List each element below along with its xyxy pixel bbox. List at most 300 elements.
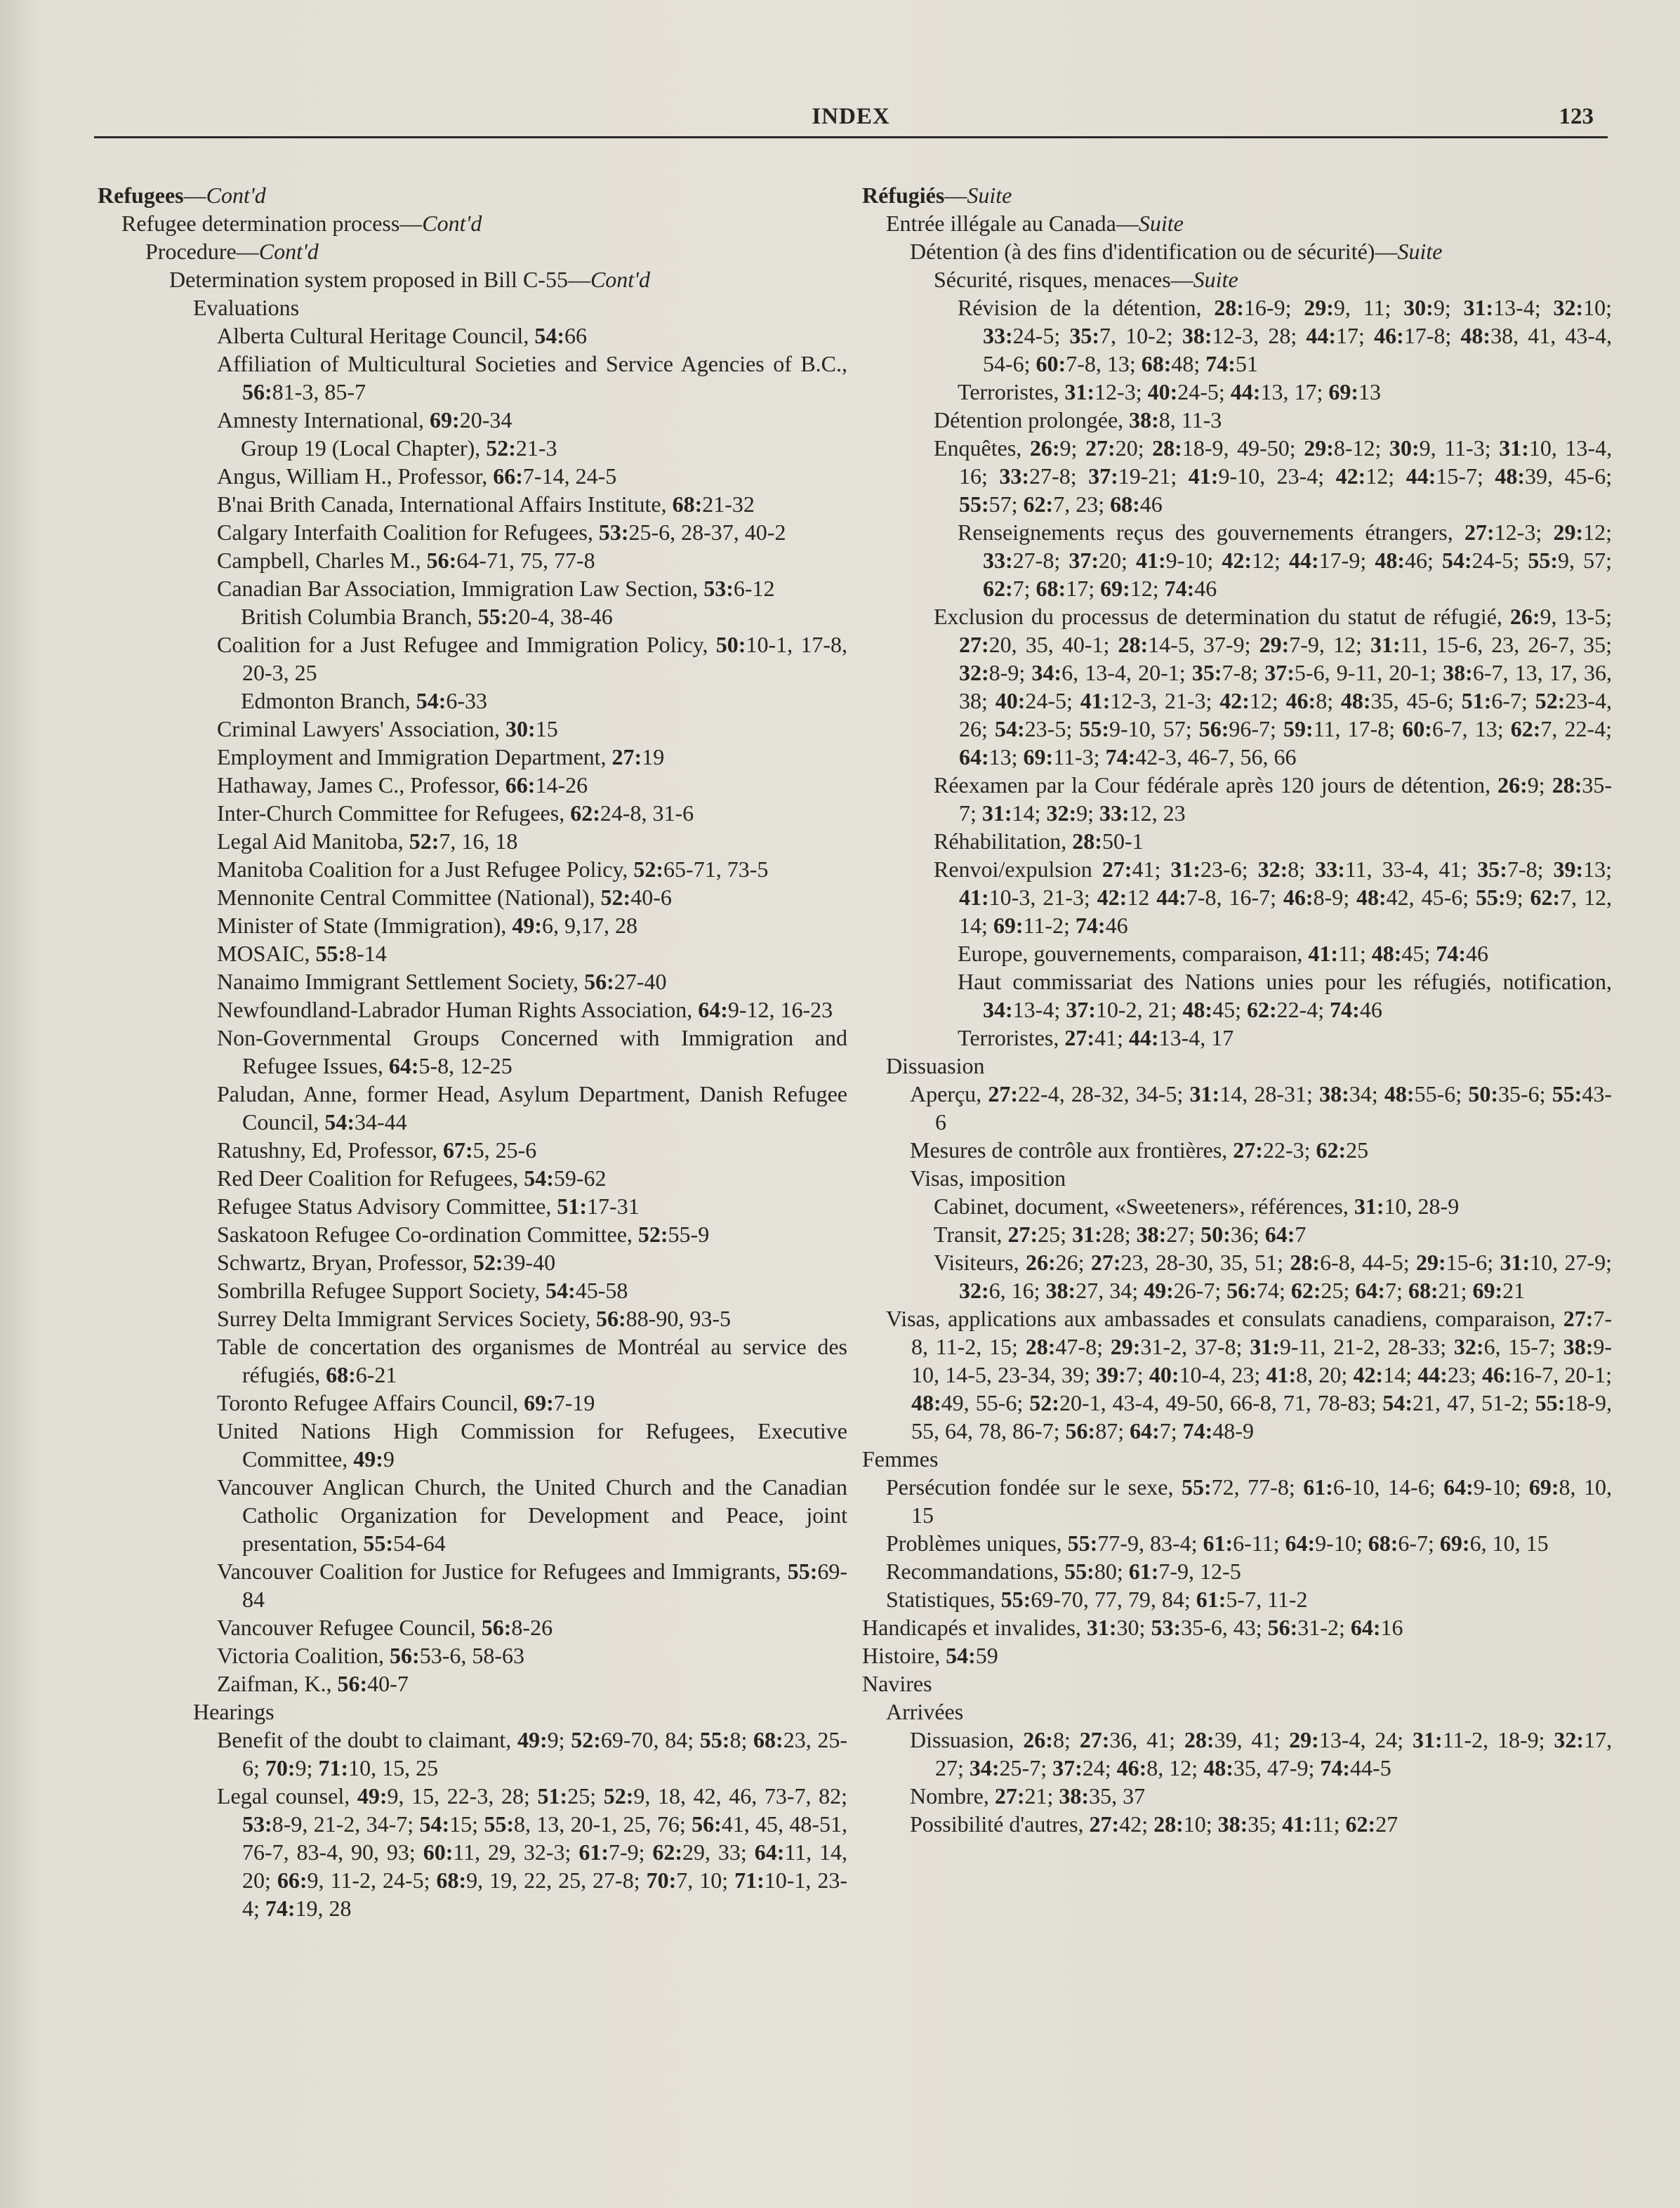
- entry-text: 23, 28-30, 35, 51;: [1120, 1250, 1290, 1275]
- entry-text: 27;: [1166, 1222, 1201, 1247]
- issue-number: 62:: [652, 1839, 683, 1865]
- entry-text: 72, 77-8;: [1211, 1474, 1304, 1500]
- issue-number: 32:: [1553, 295, 1584, 320]
- issue-number: 53:: [598, 520, 629, 545]
- entry-text: Handicapés et invalides,: [862, 1615, 1087, 1640]
- issue-number: 31:: [1189, 1081, 1220, 1106]
- entry-text: 12-3;: [1094, 379, 1148, 404]
- issue-number: 30:: [1403, 295, 1434, 320]
- entry-text: Legal Aid Manitoba,: [217, 828, 409, 854]
- issue-number: 56:: [1065, 1418, 1096, 1443]
- issue-number: 49:: [353, 1446, 383, 1472]
- entry-text: Mesures de contrôle aux frontières,: [910, 1137, 1233, 1163]
- entry-text: 20-1, 43-4, 49-50, 66-8, 71, 78-83;: [1059, 1390, 1383, 1415]
- issue-number: 44:: [1128, 1025, 1159, 1050]
- entry-text: 7, 16, 18: [439, 828, 518, 854]
- index-entry: [98, 518, 847, 546]
- entry-text: 34-44: [354, 1109, 407, 1135]
- entry-text: 55-6;: [1414, 1081, 1469, 1106]
- entry-text: 47-8;: [1055, 1334, 1111, 1359]
- entry-text: Employment and Immigration Department,: [217, 744, 612, 769]
- issue-number: 29:: [1304, 435, 1334, 461]
- issue-number: 60:: [1036, 351, 1066, 376]
- entry-text: Réexamen par la Cour fédérale après 120 jours de détention,: [934, 772, 1498, 798]
- index-entry: [98, 939, 847, 967]
- issue-number: 55:: [1079, 716, 1109, 741]
- entry-text: Révision de la détention,: [958, 295, 1215, 320]
- index-entry: [98, 1698, 847, 1726]
- entry-text: 10-1, 23-4;: [242, 1867, 848, 1921]
- issue-number: 55:: [1535, 1390, 1566, 1415]
- entry-text: 17, 27;: [935, 1727, 1613, 1780]
- entry-text: 5-8, 12-25: [418, 1053, 512, 1078]
- entry-text: 46: [1139, 491, 1163, 517]
- entry-text: 50-1: [1102, 828, 1144, 854]
- issue-number: 38:: [1319, 1081, 1349, 1106]
- issue-number: 68:: [1036, 576, 1066, 601]
- entry-text: 27: [1375, 1811, 1398, 1837]
- entry-text: 6-33: [446, 688, 488, 713]
- issue-number: 37:: [1088, 463, 1118, 489]
- continuation-label: Cont'd: [206, 183, 266, 208]
- entry-text: 8-14: [345, 941, 387, 966]
- entry-text: Manitoba Coalition for a Just Refugee Policy,: [217, 857, 634, 882]
- index-entry: [862, 967, 1612, 1024]
- entry-text: 11-2, 18-9;: [1442, 1727, 1554, 1752]
- entry-text: 7;: [1012, 576, 1036, 601]
- entry-text: 87;: [1095, 1418, 1130, 1443]
- issue-number: 28:: [1290, 1250, 1321, 1275]
- entry-text: Réhabilitation,: [934, 828, 1073, 854]
- entry-text: Hathaway, James C., Professor,: [217, 772, 505, 798]
- entry-text: 12;: [1251, 548, 1289, 573]
- issue-number: 55:: [1552, 1081, 1582, 1106]
- index-entry: [862, 1529, 1612, 1557]
- issue-number: 74:: [1330, 997, 1360, 1022]
- entry-text: 7;: [1159, 1418, 1183, 1443]
- entry-text: 12-3, 28;: [1212, 323, 1307, 348]
- issue-number: 56:: [481, 1615, 512, 1640]
- entry-text: 12;: [1249, 688, 1286, 713]
- entry-text: Group 19 (Local Chapter),: [241, 435, 487, 461]
- issue-number: 68:: [672, 491, 703, 517]
- issue-number: 56:: [426, 548, 457, 573]
- issue-number: 33:: [1099, 800, 1130, 826]
- issue-number: 31:: [1354, 1194, 1384, 1219]
- issue-number: 31:: [1500, 1250, 1530, 1275]
- entry-text: 7, 23;: [1053, 491, 1111, 517]
- entry-text: 14-5, 37-9;: [1148, 632, 1259, 657]
- entry-text: 55-9: [668, 1222, 710, 1247]
- issue-number: 39:: [1553, 857, 1584, 882]
- issue-number: 68:: [1408, 1278, 1438, 1303]
- issue-number: 33:: [1315, 857, 1345, 882]
- entry-text: Renseignements reçus des gouvernements étrangers,: [958, 520, 1464, 545]
- entry-text: 20-34: [459, 407, 512, 432]
- issue-number: 44:: [1289, 548, 1319, 573]
- issue-number: 32:: [1453, 1334, 1484, 1359]
- index-entry: [98, 350, 847, 406]
- entry-text: 49, 55-6;: [941, 1390, 1030, 1415]
- issue-number: 46:: [1481, 1362, 1512, 1387]
- entry-text: 17-9;: [1318, 548, 1375, 573]
- entry-text: 11, 14, 20;: [242, 1839, 848, 1893]
- index-entry: [862, 209, 1612, 237]
- entry-text: 11, 29, 32-3;: [453, 1839, 579, 1865]
- issue-number: 32:: [1554, 1727, 1585, 1752]
- entry-text: Terroristes,: [958, 379, 1065, 404]
- entry-text: 9-10, 23-4;: [1218, 463, 1336, 489]
- issue-number: 64:: [1285, 1531, 1316, 1556]
- index-entry: [862, 1613, 1612, 1641]
- entry-text: Refugee Status Advisory Committee,: [217, 1194, 557, 1219]
- issue-number: 55:: [1476, 885, 1506, 910]
- entry-text: Recommandations,: [886, 1559, 1065, 1584]
- index-entry: [98, 743, 847, 771]
- index-entry: [98, 1164, 847, 1192]
- issue-number: 56:: [1226, 1278, 1257, 1303]
- entry-text: 23-4, 26;: [959, 688, 1613, 741]
- issue-number: 32:: [959, 1278, 989, 1303]
- entry-text: 35, 37: [1089, 1783, 1146, 1809]
- entry-text: 6, 10, 15: [1469, 1531, 1549, 1556]
- entry-text: Arrivées: [886, 1699, 964, 1724]
- entry-text: Paludan, Anne, former Head, Asylum Department, Danish Refugee Council,: [217, 1081, 847, 1135]
- issue-number: 31:: [1463, 295, 1494, 320]
- index-entry: [862, 1473, 1612, 1529]
- issue-number: 62:: [983, 576, 1013, 601]
- index-entry: [98, 996, 847, 1024]
- issue-number: 69:: [993, 913, 1024, 938]
- entry-text: 10, 28-9: [1384, 1194, 1460, 1219]
- issue-number: 52:: [409, 828, 439, 854]
- issue-number: 66:: [493, 463, 523, 489]
- issue-number: 38:: [1563, 1334, 1594, 1359]
- index-entry: [98, 546, 847, 574]
- entry-text: Persécution fondée sur le sexe,: [886, 1474, 1182, 1500]
- entry-text: 54-64: [393, 1531, 446, 1556]
- index-entry: [98, 827, 847, 855]
- issue-number: 49:: [1144, 1278, 1174, 1303]
- issue-number: 28:: [1153, 1811, 1184, 1837]
- entry-text: 11, 15-6, 23, 26-7, 35;: [1400, 632, 1613, 657]
- index-entry: [98, 1670, 847, 1698]
- entry-text: 21;: [1024, 1783, 1059, 1809]
- issue-number: 44:: [1306, 323, 1337, 348]
- entry-text: Vancouver Coalition for Justice for Refugees and Immigrants,: [217, 1559, 788, 1584]
- entry-text: 10, 15, 25: [348, 1755, 439, 1780]
- entry-text: 8;: [1052, 1727, 1080, 1752]
- entry-text: 7: [1295, 1222, 1307, 1247]
- entry-text: 8;: [1316, 688, 1341, 713]
- issue-number: 42:: [1097, 885, 1127, 910]
- entry-text: 59-62: [553, 1165, 607, 1191]
- issue-number: 74:: [1436, 941, 1466, 966]
- entry-text: 6-8, 44-5;: [1320, 1250, 1416, 1275]
- issue-number: 56:: [692, 1811, 722, 1837]
- entry-text: 44-5: [1350, 1755, 1391, 1780]
- issue-number: 61:: [1196, 1587, 1226, 1612]
- index-entry: [98, 1726, 847, 1782]
- issue-number: 42:: [1219, 688, 1250, 713]
- entry-text: Vancouver Anglican Church, the United Church and the Canadian Catholic Organization for Development and Peace, joint presentation,: [217, 1474, 847, 1556]
- entry-text: 23;: [1447, 1362, 1482, 1387]
- entry-text: 48;: [1171, 351, 1206, 376]
- issue-number: 62:: [1530, 885, 1561, 910]
- entry-text: Terroristes,: [958, 1025, 1065, 1050]
- entry-text: 13-4, 24;: [1318, 1727, 1413, 1752]
- index-entry: [98, 1220, 847, 1248]
- issue-number: 46:: [1285, 688, 1316, 713]
- issue-number: 27:: [988, 1081, 1019, 1106]
- index-entry: [98, 1557, 847, 1613]
- entry-text: Détention (à des fins d'identification ou de sécurité)—: [910, 239, 1398, 264]
- issue-number: 54:: [1442, 548, 1472, 573]
- issue-number: 48:: [1384, 1081, 1415, 1106]
- entry-text: 7, 10-2;: [1099, 323, 1182, 348]
- entry-text: —: [183, 183, 206, 208]
- issue-number: 55:: [959, 491, 989, 517]
- entry-text: 24-8, 31-6: [600, 800, 694, 826]
- issue-number: 62:: [570, 800, 600, 826]
- entry-text: 20;: [1098, 548, 1136, 573]
- entry-text: 36;: [1230, 1222, 1265, 1247]
- index-entry: [862, 1641, 1612, 1670]
- entry-text: 14;: [1383, 1362, 1418, 1387]
- entry-text: 12-3;: [1494, 520, 1554, 545]
- issue-number: 49:: [517, 1727, 548, 1752]
- issue-number: 28:: [1118, 632, 1149, 657]
- entry-text: 23-5;: [1024, 716, 1080, 741]
- entry-text: 7-8, 11-2, 15;: [911, 1306, 1612, 1359]
- index-entry: [862, 827, 1612, 855]
- index-entry: [862, 1782, 1612, 1810]
- entry-text: Problèmes uniques,: [886, 1531, 1068, 1556]
- entry-text: 69-84: [242, 1559, 847, 1612]
- continuation-label: Cont'd: [422, 211, 482, 236]
- issue-number: 64:: [1443, 1474, 1474, 1500]
- entry-text: 15;: [449, 1811, 484, 1837]
- entry-text: 26-7;: [1173, 1278, 1227, 1303]
- entry-text: 9-10;: [1165, 548, 1222, 573]
- entry-text: 10;: [1583, 295, 1613, 320]
- index-entry: [98, 462, 847, 490]
- entry-text: 10, 27-9;: [1530, 1250, 1613, 1275]
- entry-text: 7-9, 12-5: [1158, 1559, 1241, 1584]
- issue-number: 55:: [1067, 1531, 1098, 1556]
- issue-number: 69:: [1100, 576, 1130, 601]
- entry-text: 13;: [1583, 857, 1613, 882]
- issue-number: 52:: [603, 1783, 634, 1809]
- index-entry: [98, 799, 847, 827]
- entry-text: 9-10, 57;: [1109, 716, 1199, 741]
- entry-text: Canadian Bar Association, Immigration Law Section,: [217, 576, 704, 601]
- issue-number: 49:: [357, 1783, 388, 1809]
- issue-number: 55:: [787, 1559, 818, 1584]
- issue-number: 48:: [1495, 463, 1526, 489]
- entry-text: 8, 20;: [1296, 1362, 1354, 1387]
- index-entry: [862, 1585, 1612, 1613]
- issue-number: 62:: [1510, 716, 1541, 741]
- issue-number: 32:: [959, 660, 989, 685]
- issue-number: 69:: [1023, 744, 1054, 769]
- issue-number: 66:: [505, 772, 536, 798]
- entry-text: 23-6;: [1201, 857, 1258, 882]
- entry-text: 9, 15, 22-3, 28;: [387, 1783, 538, 1809]
- issue-number: 61:: [1303, 1474, 1333, 1500]
- issue-number: 53:: [1151, 1615, 1182, 1640]
- entry-text: 24;: [1082, 1755, 1117, 1780]
- issue-number: 32:: [1046, 800, 1077, 826]
- issue-number: 42:: [1335, 463, 1366, 489]
- issue-number: 35:: [1069, 323, 1100, 348]
- index-entry: [98, 434, 847, 462]
- entry-text: 7-8;: [1507, 857, 1554, 882]
- entry-text: Statistiques,: [886, 1587, 1001, 1612]
- entry-text: 11, 33-4, 41;: [1344, 857, 1478, 882]
- entry-text: 9;: [1527, 772, 1552, 798]
- issue-number: 52:: [1535, 688, 1566, 713]
- issue-number: 46:: [1374, 323, 1404, 348]
- entry-text: 45;: [1212, 997, 1247, 1022]
- index-entry: [98, 1304, 847, 1333]
- issue-number: 64:: [754, 1839, 785, 1865]
- issue-number: 26:: [1025, 1250, 1056, 1275]
- index-entry: [862, 1192, 1612, 1220]
- issue-number: 41:: [1282, 1811, 1312, 1837]
- entry-text: 13, 17;: [1260, 379, 1329, 404]
- entry-text: 9;: [1433, 295, 1464, 320]
- entry-text: 53-6, 58-63: [419, 1643, 524, 1668]
- issue-number: 70:: [265, 1755, 296, 1780]
- entry-text: 8-9, 21-2, 34-7;: [272, 1811, 420, 1837]
- entry-text: 24-5;: [1025, 688, 1080, 713]
- issue-number: 48:: [1356, 885, 1387, 910]
- issue-number: 54:: [1382, 1390, 1413, 1415]
- issue-number: 33:: [983, 323, 1013, 348]
- issue-number: 66:: [277, 1867, 307, 1893]
- entry-text: Aperçu,: [910, 1081, 988, 1106]
- entry-text: Victoria Coalition,: [217, 1643, 390, 1668]
- issue-number: 28:: [1152, 435, 1182, 461]
- entry-text: 22-4, 28-32, 34-5;: [1018, 1081, 1190, 1106]
- entry-text: Visas, applications aux ambassades et consulats canadiens, comparaison,: [886, 1306, 1563, 1331]
- entry-text: Visiteurs,: [934, 1250, 1026, 1275]
- entry-text: 9;: [1505, 885, 1530, 910]
- entry-text: 34;: [1349, 1081, 1384, 1106]
- issue-number: 48:: [1182, 997, 1213, 1022]
- entry-text: Sécurité, risques, menaces—: [934, 267, 1193, 292]
- entry-text: 7, 22-4;: [1540, 716, 1613, 741]
- entry-text: 22-3;: [1262, 1137, 1316, 1163]
- entry-text: 24-5;: [1471, 548, 1528, 573]
- entry-text: Procedure—: [145, 239, 259, 264]
- issue-number: 54:: [995, 716, 1025, 741]
- entry-text: Criminal Lawyers' Association,: [217, 716, 506, 741]
- issue-number: 74:: [1320, 1755, 1351, 1780]
- entry-text: Legal counsel,: [217, 1783, 357, 1809]
- index-entry: [862, 1726, 1612, 1782]
- entry-text: Europe, gouvernements, comparaison,: [958, 941, 1309, 966]
- entry-text: Evaluations: [193, 295, 300, 320]
- issue-number: 64:: [388, 1053, 419, 1078]
- entry-text: 59: [975, 1643, 998, 1668]
- issue-number: 26:: [1023, 1727, 1053, 1752]
- entry-text: 23, 25-6;: [242, 1727, 848, 1780]
- page-number: 123: [1559, 104, 1594, 129]
- entry-text: 8, 10, 15: [911, 1474, 1613, 1528]
- issue-number: 64:: [1350, 1615, 1381, 1640]
- entry-text: 69-70, 84;: [600, 1727, 700, 1752]
- issue-number: 64:: [1355, 1278, 1386, 1303]
- index-entry: [862, 1136, 1612, 1164]
- issue-number: 54:: [545, 1278, 576, 1303]
- entry-text: Refugee determination process—: [121, 211, 423, 236]
- issue-number: 27:: [1089, 1811, 1120, 1837]
- entry-text: Nombre,: [910, 1783, 995, 1809]
- entry-text: 6-10, 14-6;: [1332, 1474, 1444, 1500]
- index-entry: [98, 1473, 847, 1557]
- index-entry: [862, 265, 1612, 293]
- issue-number: 74:: [1075, 913, 1106, 938]
- entry-text: 12;: [1365, 463, 1406, 489]
- header-title: INDEX: [812, 104, 890, 129]
- index-entry: [98, 322, 847, 350]
- index-entry: [98, 602, 847, 630]
- entry-text: 10-2, 21;: [1095, 997, 1183, 1022]
- entry-text: 80;: [1094, 1559, 1129, 1584]
- entry-text: 7-9;: [608, 1839, 653, 1865]
- issue-number: 55:: [1182, 1474, 1212, 1500]
- entry-text: 29, 33;: [682, 1839, 755, 1865]
- issue-number: 27:: [1102, 857, 1132, 882]
- entry-text: Campbell, Charles M.,: [217, 548, 427, 573]
- entry-text: Benefit of the doubt to claimant,: [217, 1727, 517, 1752]
- issue-number: 26:: [1497, 772, 1528, 798]
- entry-text: 88-90, 93-5: [626, 1306, 731, 1331]
- issue-number: 56:: [337, 1671, 368, 1696]
- index-entry: [98, 1389, 847, 1417]
- entry-text: 12, 23: [1129, 800, 1186, 826]
- issue-number: 27:: [1079, 1727, 1110, 1752]
- entry-text: 10-4, 23;: [1179, 1362, 1266, 1387]
- entry-text: 38, 41, 43-4, 54-6;: [983, 323, 1613, 376]
- entry-text: 9-10, 14-5, 23-34, 39;: [911, 1334, 1613, 1387]
- entry-text: 66: [564, 323, 587, 348]
- continuation-label: Suite: [967, 183, 1012, 208]
- entry-text: 35, 45-6;: [1370, 688, 1462, 713]
- entry-text: Possibilité d'autres,: [910, 1811, 1090, 1837]
- issue-number: 46:: [1116, 1755, 1147, 1780]
- entry-text: Toronto Refugee Affairs Council,: [217, 1390, 524, 1415]
- index-entry: [862, 237, 1612, 265]
- entry-text: 21: [1502, 1278, 1526, 1303]
- entry-text: 14, 28-31;: [1219, 1081, 1320, 1106]
- issue-number: 52:: [1029, 1390, 1059, 1415]
- issue-number: 37:: [1052, 1755, 1083, 1780]
- issue-number: 28:: [1214, 295, 1244, 320]
- index-entry: [98, 1136, 847, 1164]
- index-entry: [862, 1698, 1612, 1726]
- entry-text: 24-5;: [1012, 323, 1070, 348]
- index-entry: [98, 1276, 847, 1304]
- entry-text: 6-7;: [1398, 1531, 1440, 1556]
- entry-text: 6-21: [355, 1362, 397, 1387]
- entry-text: 9, 57;: [1557, 548, 1612, 573]
- issue-number: 51:: [1461, 688, 1492, 713]
- entry-text: 14-26: [535, 772, 588, 798]
- continuation-label: Cont'd: [590, 267, 651, 292]
